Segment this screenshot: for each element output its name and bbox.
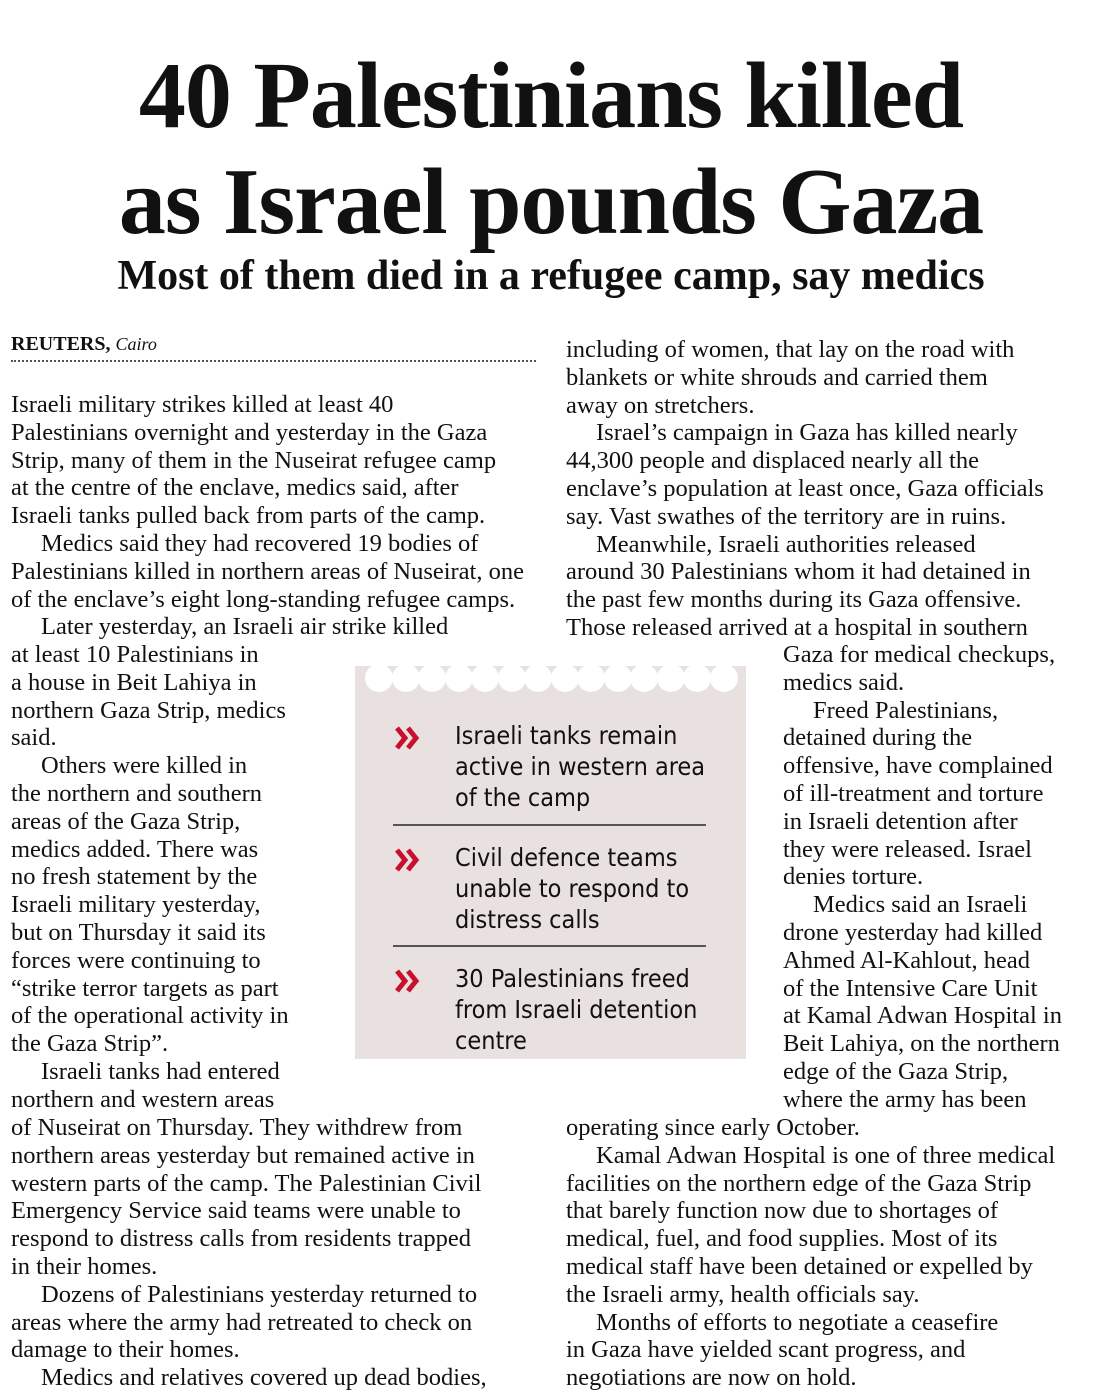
- double-chevron-icon: [395, 848, 421, 872]
- article-line: areas where the army had retreated to check on: [11, 1308, 473, 1336]
- article-line: away on stretchers.: [566, 391, 755, 419]
- article-line: where the army has been: [783, 1085, 1027, 1113]
- article-line: the northern and southern: [11, 780, 263, 807]
- notepad-hole: [657, 664, 685, 692]
- double-chevron-icon: [395, 969, 421, 993]
- notepad-hole: [471, 664, 499, 692]
- notepad-hole: [604, 664, 632, 692]
- article-line: Medics and relatives covered up dead bodies,: [41, 1364, 487, 1392]
- headline-line-1: 40 Palestinians killed: [138, 44, 964, 148]
- notepad-hole: [577, 664, 605, 692]
- fact-text: Civil defence teams unable to respond to distress calls: [455, 843, 690, 934]
- article-line: Palestinians killed in northern areas of Nuseirat, one: [11, 557, 524, 585]
- article-line: Later yesterday, an Israeli air strike killed: [41, 613, 449, 641]
- subheadline: Most of them died in a refugee camp, say medics: [117, 253, 985, 299]
- article-line: “strike terror targets as part: [11, 974, 279, 1002]
- article-line: Ahmed Al-Kahlout, head: [783, 946, 1030, 974]
- article-line: of Nuseirat on Thursday. They withdrew from: [11, 1114, 463, 1141]
- article-line: medical staff have been detained or expelled by: [566, 1253, 1033, 1280]
- article-line: edge of the Gaza Strip,: [783, 1058, 1009, 1085]
- article-line: the past few months during its Gaza offensive.: [566, 586, 1022, 614]
- article-line: blankets or white shrouds and carried them: [566, 363, 988, 391]
- article-line: no fresh statement by the: [11, 863, 258, 891]
- article-line: western parts of the camp. The Palestinian Civil: [11, 1169, 482, 1197]
- article-line: 44,300 people and displaced nearly all the: [566, 447, 979, 475]
- article-line: Palestinians overnight and yesterday in the Gaza: [11, 418, 488, 446]
- notepad-hole: [365, 664, 393, 692]
- article-line: Medics said an Israeli: [813, 891, 1028, 919]
- double-chevron-icon: [395, 726, 421, 750]
- article-line: they were released. Israel: [783, 835, 1032, 863]
- article-line: that barely function now due to shortages of: [566, 1197, 999, 1225]
- notepad-hole: [710, 664, 738, 692]
- article-line: of the Intensive Care Unit: [783, 974, 1038, 1002]
- article-line: in Israeli detention after: [783, 807, 1018, 835]
- article-line: Dozens of Palestinians yesterday returned to: [41, 1280, 478, 1308]
- article-line: northern and western areas: [11, 1085, 275, 1113]
- fact-text: Israeli tanks remain active in western area of the camp: [455, 721, 706, 812]
- article-line: including of women, that lay on the road with: [566, 336, 1015, 363]
- article-line: operating since early October.: [566, 1114, 860, 1141]
- article-line: Those released arrived at a hospital in southern: [566, 614, 1028, 641]
- article-line: in Gaza have yielded scant progress, and: [566, 1336, 966, 1364]
- article-line: Freed Palestinians,: [813, 696, 999, 724]
- headline-line-2: as Israel pounds Gaza: [118, 150, 984, 254]
- notepad-hole: [551, 664, 579, 692]
- article-line: northern areas yesterday but remained active in: [11, 1141, 475, 1169]
- fact-divider: [393, 824, 706, 826]
- article-line: medical, fuel, and food supplies. Most of its: [566, 1225, 998, 1253]
- article-line: Emergency Service said teams were unable to: [11, 1197, 461, 1225]
- article-line: Beit Lahiya, on the northern: [783, 1030, 1060, 1058]
- article-line: at Kamal Adwan Hospital in: [783, 1002, 1062, 1030]
- article-line: Others were killed in: [41, 752, 248, 780]
- article-line: but on Thursday it said its: [11, 919, 266, 946]
- article-line: say. Vast swathes of the territory are in ruins.: [566, 502, 1007, 530]
- article-line: of the enclave’s eight long-standing refugee camps.: [11, 585, 516, 613]
- fact-text: 30 Palestinians freed from Israeli detention centre: [455, 964, 698, 1055]
- article-line: forces were continuing to: [11, 946, 261, 974]
- article-line: areas of the Gaza Strip,: [11, 807, 241, 835]
- article-line: in their homes.: [11, 1253, 158, 1280]
- article-line: enclave’s population at least once, Gaza officials: [566, 475, 1044, 502]
- article-line: Medics said they had recovered 19 bodies of: [41, 530, 479, 557]
- article-line: medics added. There was: [11, 835, 259, 863]
- article-line: drone yesterday had killed: [783, 919, 1043, 946]
- notepad-hole: [630, 664, 658, 692]
- article-line: Israeli military yesterday,: [11, 891, 261, 919]
- notepad-hole: [392, 664, 420, 692]
- article-line: said.: [11, 724, 57, 752]
- fact-divider: [393, 945, 706, 947]
- article-line: Kamal Adwan Hospital is one of three medical: [596, 1141, 1056, 1169]
- article-line: the Israeli army, health officials say.: [566, 1280, 920, 1308]
- article-line: Months of efforts to negotiate a ceasefire: [596, 1308, 999, 1336]
- article-line: detained during the: [783, 724, 973, 752]
- article-line: respond to distress calls from residents trapped: [11, 1225, 471, 1253]
- article-line: Israeli tanks had entered: [41, 1058, 280, 1085]
- article-line: denies torture.: [783, 863, 924, 891]
- byline-agency: REUTERS,: [11, 333, 111, 355]
- notepad-hole: [683, 664, 711, 692]
- article-line: Strip, many of them in the Nuseirat refugee camp: [11, 446, 497, 474]
- article-line: at the centre of the enclave, medics said, after: [11, 474, 459, 502]
- article-line: Israeli military strikes killed at least 40: [11, 391, 394, 418]
- article-line: the Gaza Strip”.: [11, 1030, 169, 1058]
- article-line: Meanwhile, Israeli authorities released: [596, 530, 976, 558]
- article-line: medics said.: [783, 668, 905, 696]
- article-line: facilities on the northern edge of the Gaza Strip: [566, 1169, 1032, 1197]
- article-line: a house in Beit Lahiya in: [11, 668, 257, 696]
- notepad-hole: [445, 664, 473, 692]
- fact-box: [355, 658, 746, 1059]
- byline-place: Cairo: [115, 334, 157, 354]
- article-line: Gaza for medical checkups,: [783, 641, 1056, 668]
- article-line: damage to their homes.: [11, 1336, 240, 1364]
- article-line: of the operational activity in: [11, 1002, 289, 1030]
- article-line: around 30 Palestinians whom it had detained in: [566, 558, 1031, 586]
- byline: [11, 330, 536, 362]
- notepad-holes: [365, 664, 736, 694]
- article-line: negotiations are now on hold.: [566, 1364, 857, 1392]
- article-line: Israeli tanks pulled back from parts of the camp.: [11, 502, 486, 530]
- article-line: Israel’s campaign in Gaza has killed nearly: [596, 419, 1018, 447]
- article-line: at least 10 Palestinians in: [11, 641, 259, 668]
- notepad-hole: [418, 664, 446, 692]
- article-line: northern Gaza Strip, medics: [11, 696, 286, 724]
- article-line: offensive, have complained: [783, 752, 1053, 780]
- notepad-hole: [524, 664, 552, 692]
- notepad-hole: [498, 664, 526, 692]
- article-line: of ill-treatment and torture: [783, 780, 1044, 807]
